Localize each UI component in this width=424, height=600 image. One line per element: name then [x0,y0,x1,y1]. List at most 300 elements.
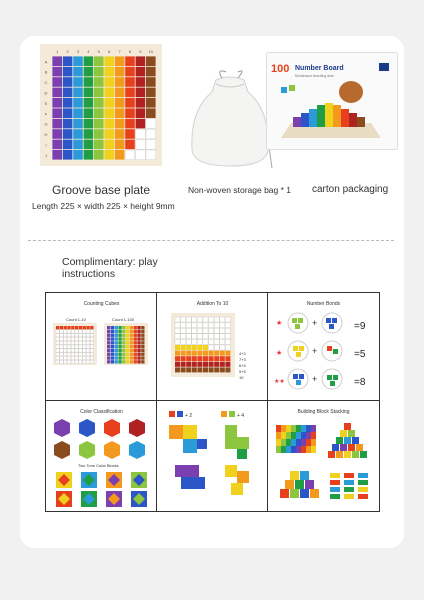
board-cube [137,326,140,329]
plate-cube [84,108,94,118]
board-cube [71,353,74,356]
plate-cube [104,98,114,108]
board-cube [107,349,110,352]
board-cube [118,345,121,348]
plate-cube [94,119,104,129]
add-board-cube [186,334,191,339]
board-cube [118,337,121,340]
plate-cube [115,98,125,108]
add-board-cube [197,367,202,372]
board-cube [83,356,86,359]
board-cube [90,360,93,363]
divider [28,240,394,241]
plate-cube [73,56,83,66]
plate-cube [63,56,73,66]
board-cube [141,353,144,356]
add-board-cube [220,317,225,322]
board-cube [60,341,63,344]
add-board-cube [209,367,214,372]
plate-cube [84,88,94,98]
board-cube [130,356,133,359]
board-cube [126,330,129,333]
two-tone-blocks [50,471,152,509]
add-board-cube [175,345,180,350]
number-block [344,494,354,499]
plate-cube [104,129,114,139]
board-cube [79,334,82,337]
board-cube [141,341,144,344]
board-cube [126,334,129,337]
board-cube [67,356,70,359]
board-cube [86,345,89,348]
plate-cube [115,140,125,150]
add-board-cube [214,317,219,322]
tower-block [291,446,296,453]
board-cube [67,360,70,363]
board-cube [115,334,118,337]
board-cube [60,337,63,340]
add-board-cube [192,351,197,356]
plate-cube [73,150,83,160]
board-cube [64,341,67,344]
board-cube [83,341,86,344]
board-cube [130,334,133,337]
plate-cube [115,56,125,66]
bond-result-2: =5 [354,349,366,360]
add-board-cube [181,351,186,356]
board-cube [111,334,114,337]
add-board-cube [186,323,191,328]
board-cube [115,341,118,344]
tower-block [276,432,281,439]
plate-row-label: D [44,90,48,96]
plate-cube [52,129,62,139]
board-cube [79,341,82,344]
board-cube [79,326,82,329]
number-block [358,480,368,485]
board-cube [111,349,114,352]
board-cube [118,349,121,352]
add-board-cube [203,323,208,328]
tower-block [311,439,316,446]
board-cube [122,341,125,344]
board-cube [79,330,82,333]
board-cube [137,356,140,359]
tower-block [281,432,286,439]
board-cube [56,349,59,352]
board-cube [75,360,78,363]
plate-cube [146,67,156,77]
plate-cube [73,140,83,150]
plate-cube [146,88,156,98]
add-board-cube [175,351,180,356]
board-cube [56,330,59,333]
count-board-1-100 [104,323,148,365]
add-board-cube [186,317,191,322]
tower-block [296,446,301,453]
board-cube [56,326,59,329]
plate-cube [125,98,135,108]
board-cube [75,330,78,333]
board-cube [141,326,144,329]
board-cube [137,345,140,348]
board-cube [83,345,86,348]
svg-text:★★: ★★ [274,379,285,385]
board-cube [67,330,70,333]
plate-column-label: 5 [97,49,100,54]
add-board-cube [192,362,197,367]
add-board-cube [209,328,214,333]
plate-cube [73,108,83,118]
plate-cube [63,88,73,98]
add-board-cube [186,328,191,333]
board-cube [126,345,129,348]
add-board-cube [225,339,230,344]
svg-text:+ 4: + 4 [237,413,245,419]
plate-cube [52,56,62,66]
plate-cube [94,98,104,108]
plate-cube [52,98,62,108]
instruction-counting-cubes [45,292,158,402]
plate-cube [104,77,114,87]
plate-cube [146,108,156,118]
plate-cube [136,119,146,129]
board-cube [56,356,59,359]
board-cube [75,353,78,356]
board-cube [137,360,140,363]
board-cube [86,330,89,333]
board-cube [111,341,114,344]
svg-text:+: + [312,374,318,384]
add-board-cube [186,339,191,344]
plate-cube [136,129,146,139]
add-board-cube [203,328,208,333]
board-cube [71,360,74,363]
box-title: Number Board [295,65,344,72]
add-board-cube [197,317,202,322]
add-board-cube [220,362,225,367]
board-cube [130,341,133,344]
board-cube [90,341,93,344]
plate-cube [125,88,135,98]
stair-block [285,480,294,489]
plate-cube [146,98,156,108]
board-cube [71,326,74,329]
board-cube [67,337,70,340]
plate-cube [115,129,125,139]
add-board-cube [197,351,202,356]
board-cube [118,353,121,356]
tower-block [306,446,311,453]
groove-base-plate-image [40,44,162,166]
plate-cube [52,108,62,118]
board-cube [56,360,59,363]
plate-column-label: 3 [76,49,80,54]
board-cube [64,330,67,333]
plate-row-label: I [45,142,47,148]
board-cube [67,341,70,344]
plate-row-label: G [44,121,48,127]
plate-cube [84,67,94,77]
add-board-cube [225,362,230,367]
add-board-cube [203,345,208,350]
tower-block [291,439,296,446]
add-board-cube [175,323,180,328]
number-block [330,480,340,485]
board-cube [75,356,78,359]
svg-text:★: ★ [276,320,283,327]
plate-cube [63,77,73,87]
add-board-cube [203,351,208,356]
add-board-cube [209,323,214,328]
storage-bag-label: Non-woven storage bag * 1 [188,185,292,195]
board-cube [122,330,125,333]
board-cube [86,326,89,329]
board-cube [134,334,137,337]
color-block [129,441,145,459]
plate-cube [52,77,62,87]
plate-cube [84,129,94,139]
plate-cube [104,140,114,150]
board-cube [122,356,125,359]
board-cube [83,334,86,337]
add-board-cube [192,345,197,350]
count-board-1-10 [53,323,97,365]
board-cube [90,353,93,356]
add-board-cube [209,334,214,339]
board-cube [75,334,78,337]
board-cube [130,349,133,352]
board-cube [60,353,63,356]
board-cube [79,345,82,348]
plate-cube [73,77,83,87]
board-cube [79,349,82,352]
board-cube [111,356,114,359]
plate-cube [84,77,94,87]
plate-cube [115,108,125,118]
tower-block [296,432,301,439]
plate-cube [63,98,73,108]
board-cube [64,349,67,352]
tower-block [276,446,281,453]
board-cube [71,337,74,340]
plate-cube [125,140,135,150]
board-cube [118,341,121,344]
add-board-cube [186,351,191,356]
tower-block [276,439,281,446]
count-1-10-label: Count 1-10 [66,317,86,322]
plate-cube [125,108,135,118]
board-cube [107,360,110,363]
add-board-cube [209,345,214,350]
number-block [344,473,354,478]
board-cube [122,360,125,363]
plate-cube [125,119,135,129]
tower-block [296,425,301,432]
board-cube [134,349,137,352]
board-cube [115,356,118,359]
board-cube [60,345,63,348]
add-board-cube [209,356,214,361]
board-cube [130,330,133,333]
add-board-cube [197,339,202,344]
board-cube [141,334,144,337]
board-cube [130,337,133,340]
pyramid-block [340,430,347,437]
add-board-cube [175,339,180,344]
board-cube [137,341,140,344]
board-cube [126,341,129,344]
tower-block [286,432,291,439]
stair-block [280,489,289,498]
number-block [344,480,354,485]
tower-block [301,432,306,439]
add-board-cube [192,317,197,322]
add-board-cube [220,323,225,328]
add-board-cube [220,356,225,361]
add-board-cube [181,356,186,361]
addition-board [171,313,235,377]
plate-row-label: J [45,152,47,158]
board-cube [107,345,110,348]
board-cube [134,326,137,329]
plate-cube [115,77,125,87]
board-cube [64,326,67,329]
board-cube [130,360,133,363]
tower-block [311,446,316,453]
stair-block [300,489,309,498]
add-board-cube [225,323,230,328]
addition-eq-5: 10 [239,375,244,380]
board-cube [86,349,89,352]
plate-cube [146,119,156,129]
board-cube [86,334,89,337]
add-board-cube [203,367,208,372]
add-board-cube [225,328,230,333]
color-title: Color Classification [80,409,123,415]
board-cube [115,360,118,363]
add-board-cube [192,367,197,372]
svg-text:+: + [312,346,318,356]
plate-cube [136,77,146,87]
board-cube [83,337,86,340]
board-cube [90,337,93,340]
addition-title: Addition To 10 [196,301,229,307]
plate-cube [52,150,62,160]
plate-cube [73,88,83,98]
board-cube [60,360,63,363]
tower-block [281,425,286,432]
board-cube [134,356,137,359]
pyramid-block [344,451,351,458]
board-cube [75,337,78,340]
pyramid-block [356,444,363,451]
add-board-cube [225,356,230,361]
add-board-cube [214,356,219,361]
plate-cube [115,88,125,98]
color-block [104,441,120,459]
board-cube [122,349,125,352]
tower-block [311,425,316,432]
plate-cube [104,67,114,77]
plate-cube [63,129,73,139]
board-cube [56,334,59,337]
add-board-cube [214,328,219,333]
number-block [358,494,368,499]
board-cube [75,349,78,352]
plate-row-label: A [44,59,48,65]
number-block [344,487,354,492]
add-board-cube [214,362,219,367]
board-cube [141,337,144,340]
plate-column-label: 10 [148,49,154,54]
board-cube [86,341,89,344]
add-board-cube [220,367,225,372]
pyramid-block [340,444,347,451]
add-board-cube [203,317,208,322]
stair-block [310,489,319,498]
plate-cube [63,67,73,77]
board-cube [115,330,118,333]
box-badge: 100 [271,63,290,75]
plate-cube [52,88,62,98]
board-cube [71,345,74,348]
board-cube [141,356,144,359]
board-cube [111,330,114,333]
board-cube [134,330,137,333]
add-board-cube [220,339,225,344]
plate-column-label: 8 [128,49,132,54]
tower-block [286,425,291,432]
board-cube [134,341,137,344]
counting-title: Counting Cubes [83,301,120,307]
board-cube [60,356,63,359]
board-cube [83,330,86,333]
board-cube [75,326,78,329]
plate-cube [115,67,125,77]
board-cube [130,326,133,329]
board-cube [67,349,70,352]
plate-column-label: 7 [118,49,121,54]
add-board-cube [186,356,191,361]
plate-cube [125,129,135,139]
board-cube [60,326,63,329]
two-tone-label: Two Tone Cube Blocks [78,463,119,468]
board-cube [86,360,89,363]
bond-result-1: =9 [354,321,366,332]
board-cube [60,334,63,337]
board-cube [67,345,70,348]
stair-block [290,471,299,480]
board-cube [71,349,74,352]
color-block [54,441,70,459]
board-cube [107,334,110,337]
plate-cube [52,119,62,129]
instructions-heading: Complimentary: play instructions [62,256,158,280]
board-cube [111,345,114,348]
board-cube [90,326,93,329]
board-cube [111,337,114,340]
tower-block [276,425,281,432]
board-cube [126,326,129,329]
plate-cube [94,77,104,87]
board-cube [64,353,67,356]
plate-cube [146,77,156,87]
board-cube [71,341,74,344]
tower-block [281,439,286,446]
addition-eq-2: 7+3 [239,357,246,362]
plate-cube [84,150,94,160]
